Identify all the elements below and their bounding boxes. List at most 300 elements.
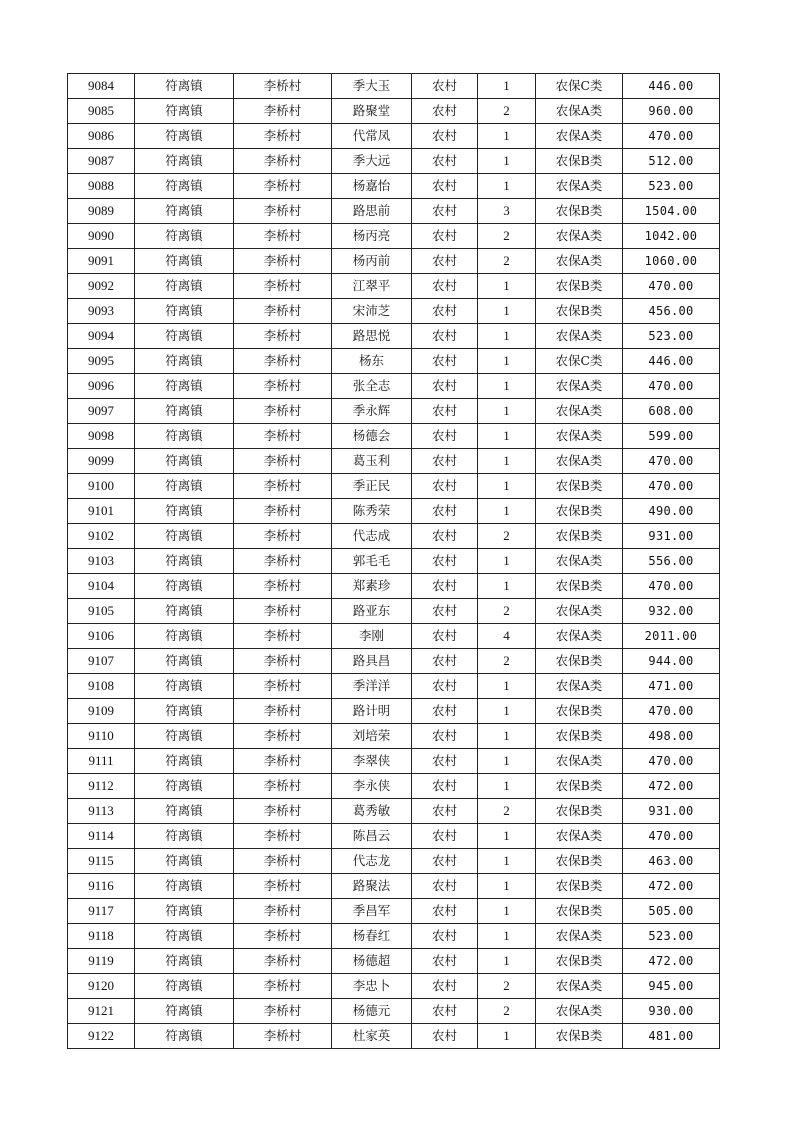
record-id-cell: 9096 [68, 374, 135, 399]
insurance-class-cell: 农保A类 [536, 749, 623, 774]
insurance-class-cell: 农保B类 [536, 649, 623, 674]
table-row [68, 874, 720, 899]
household-count-cell: 2 [478, 599, 536, 624]
table-row [68, 474, 720, 499]
amount-cell: 960.00 [623, 99, 720, 124]
village-cell: 李桥村 [234, 674, 332, 699]
town-cell: 符离镇 [135, 374, 234, 399]
area-type-cell: 农村 [412, 874, 478, 899]
record-id-cell: 9103 [68, 549, 135, 574]
record-id-cell: 9090 [68, 224, 135, 249]
amount-cell: 930.00 [623, 999, 720, 1024]
village-cell: 李桥村 [234, 549, 332, 574]
town-cell: 符离镇 [135, 524, 234, 549]
insurance-class-cell: 农保B类 [536, 949, 623, 974]
household-count-cell: 2 [478, 249, 536, 274]
record-id-cell: 9094 [68, 324, 135, 349]
town-cell: 符离镇 [135, 999, 234, 1024]
name-cell: 刘培荣 [332, 724, 412, 749]
area-type-cell: 农村 [412, 824, 478, 849]
area-type-cell: 农村 [412, 999, 478, 1024]
record-id-cell: 9091 [68, 249, 135, 274]
record-id-cell: 9114 [68, 824, 135, 849]
record-id-cell: 9112 [68, 774, 135, 799]
name-cell: 杨德元 [332, 999, 412, 1024]
insurance-class-cell: 农保A类 [536, 224, 623, 249]
name-cell: 陈昌云 [332, 824, 412, 849]
town-cell: 符离镇 [135, 1024, 234, 1049]
village-cell: 李桥村 [234, 524, 332, 549]
amount-cell: 446.00 [623, 74, 720, 99]
name-cell: 路聚法 [332, 874, 412, 899]
amount-cell: 599.00 [623, 424, 720, 449]
town-cell: 符离镇 [135, 774, 234, 799]
household-count-cell: 2 [478, 999, 536, 1024]
name-cell: 路思前 [332, 199, 412, 224]
record-id-cell: 9088 [68, 174, 135, 199]
village-cell: 李桥村 [234, 424, 332, 449]
insurance-class-cell: 农保A类 [536, 599, 623, 624]
household-count-cell: 1 [478, 1024, 536, 1049]
table-row [68, 699, 720, 724]
table-row [68, 124, 720, 149]
name-cell: 季永辉 [332, 399, 412, 424]
table-row [68, 574, 720, 599]
record-id-cell: 9101 [68, 499, 135, 524]
table-row [68, 149, 720, 174]
village-cell: 李桥村 [234, 99, 332, 124]
area-type-cell: 农村 [412, 399, 478, 424]
table-row [68, 349, 720, 374]
town-cell: 符离镇 [135, 849, 234, 874]
household-count-cell: 1 [478, 674, 536, 699]
village-cell: 李桥村 [234, 974, 332, 999]
table-row [68, 924, 720, 949]
record-id-cell: 9098 [68, 424, 135, 449]
name-cell: 杨丙亮 [332, 224, 412, 249]
town-cell: 符离镇 [135, 574, 234, 599]
household-count-cell: 1 [478, 849, 536, 874]
household-count-cell: 1 [478, 824, 536, 849]
household-count-cell: 2 [478, 224, 536, 249]
table-row [68, 974, 720, 999]
amount-cell: 470.00 [623, 374, 720, 399]
table-row [68, 799, 720, 824]
town-cell: 符离镇 [135, 224, 234, 249]
record-id-cell: 9117 [68, 899, 135, 924]
amount-cell: 470.00 [623, 124, 720, 149]
area-type-cell: 农村 [412, 649, 478, 674]
insurance-class-cell: 农保C类 [536, 349, 623, 374]
town-cell: 符离镇 [135, 924, 234, 949]
household-count-cell: 2 [478, 974, 536, 999]
name-cell: 葛秀敏 [332, 799, 412, 824]
town-cell: 符离镇 [135, 324, 234, 349]
area-type-cell: 农村 [412, 174, 478, 199]
name-cell: 李刚 [332, 624, 412, 649]
household-count-cell: 1 [478, 324, 536, 349]
name-cell: 杨德会 [332, 424, 412, 449]
insurance-class-cell: 农保A类 [536, 424, 623, 449]
area-type-cell: 农村 [412, 774, 478, 799]
area-type-cell: 农村 [412, 449, 478, 474]
village-cell: 李桥村 [234, 624, 332, 649]
village-cell: 李桥村 [234, 774, 332, 799]
household-count-cell: 2 [478, 524, 536, 549]
town-cell: 符离镇 [135, 199, 234, 224]
town-cell: 符离镇 [135, 824, 234, 849]
town-cell: 符离镇 [135, 449, 234, 474]
name-cell: 江翠平 [332, 274, 412, 299]
area-type-cell: 农村 [412, 699, 478, 724]
household-count-cell: 1 [478, 149, 536, 174]
village-cell: 李桥村 [234, 374, 332, 399]
amount-cell: 470.00 [623, 699, 720, 724]
household-count-cell: 1 [478, 349, 536, 374]
area-type-cell: 农村 [412, 949, 478, 974]
insurance-class-cell: 农保B类 [536, 299, 623, 324]
village-cell: 李桥村 [234, 74, 332, 99]
amount-cell: 2011.00 [623, 624, 720, 649]
household-count-cell: 1 [478, 924, 536, 949]
household-count-cell: 1 [478, 399, 536, 424]
table-row [68, 249, 720, 274]
record-id-cell: 9106 [68, 624, 135, 649]
village-cell: 李桥村 [234, 274, 332, 299]
amount-cell: 470.00 [623, 574, 720, 599]
area-type-cell: 农村 [412, 724, 478, 749]
name-cell: 陈秀荣 [332, 499, 412, 524]
village-cell: 李桥村 [234, 849, 332, 874]
insurance-class-cell: 农保A类 [536, 674, 623, 699]
town-cell: 符离镇 [135, 724, 234, 749]
area-type-cell: 农村 [412, 899, 478, 924]
insurance-class-cell: 农保B类 [536, 474, 623, 499]
insurance-class-cell: 农保B类 [536, 1024, 623, 1049]
name-cell: 代志成 [332, 524, 412, 549]
town-cell: 符离镇 [135, 124, 234, 149]
village-cell: 李桥村 [234, 299, 332, 324]
town-cell: 符离镇 [135, 599, 234, 624]
area-type-cell: 农村 [412, 549, 478, 574]
village-cell: 李桥村 [234, 924, 332, 949]
record-id-cell: 9115 [68, 849, 135, 874]
insurance-class-cell: 农保A类 [536, 624, 623, 649]
name-cell: 杨春红 [332, 924, 412, 949]
table-row [68, 599, 720, 624]
area-type-cell: 农村 [412, 349, 478, 374]
village-cell: 李桥村 [234, 249, 332, 274]
insurance-class-cell: 农保A类 [536, 999, 623, 1024]
insurance-class-cell: 农保B类 [536, 574, 623, 599]
table-row [68, 399, 720, 424]
area-type-cell: 农村 [412, 524, 478, 549]
name-cell: 郭毛毛 [332, 549, 412, 574]
household-count-cell: 1 [478, 749, 536, 774]
record-id-cell: 9121 [68, 999, 135, 1024]
area-type-cell: 农村 [412, 224, 478, 249]
village-cell: 李桥村 [234, 724, 332, 749]
household-count-cell: 1 [478, 474, 536, 499]
record-id-cell: 9119 [68, 949, 135, 974]
insurance-class-cell: 农保B类 [536, 499, 623, 524]
household-count-cell: 1 [478, 899, 536, 924]
amount-cell: 556.00 [623, 549, 720, 574]
amount-cell: 945.00 [623, 974, 720, 999]
name-cell: 张全志 [332, 374, 412, 399]
amount-cell: 472.00 [623, 874, 720, 899]
amount-cell: 608.00 [623, 399, 720, 424]
town-cell: 符离镇 [135, 949, 234, 974]
amount-cell: 1042.00 [623, 224, 720, 249]
table-row [68, 374, 720, 399]
amount-cell: 472.00 [623, 949, 720, 974]
table-row [68, 424, 720, 449]
insurance-class-cell: 农保B类 [536, 849, 623, 874]
table-row [68, 449, 720, 474]
record-id-cell: 9092 [68, 274, 135, 299]
village-cell: 李桥村 [234, 399, 332, 424]
village-cell: 李桥村 [234, 999, 332, 1024]
record-id-cell: 9093 [68, 299, 135, 324]
table-row [68, 549, 720, 574]
insurance-class-cell: 农保A类 [536, 974, 623, 999]
household-count-cell: 1 [478, 449, 536, 474]
amount-cell: 1060.00 [623, 249, 720, 274]
insurance-class-cell: 农保B类 [536, 699, 623, 724]
town-cell: 符离镇 [135, 74, 234, 99]
town-cell: 符离镇 [135, 899, 234, 924]
insurance-class-cell: 农保A类 [536, 99, 623, 124]
record-id-cell: 9118 [68, 924, 135, 949]
table-row [68, 649, 720, 674]
village-cell: 李桥村 [234, 124, 332, 149]
town-cell: 符离镇 [135, 174, 234, 199]
record-id-cell: 9084 [68, 74, 135, 99]
record-id-cell: 9097 [68, 399, 135, 424]
name-cell: 郑素珍 [332, 574, 412, 599]
amount-cell: 470.00 [623, 824, 720, 849]
table-row [68, 99, 720, 124]
village-cell: 李桥村 [234, 899, 332, 924]
amount-cell: 481.00 [623, 1024, 720, 1049]
record-id-cell: 9102 [68, 524, 135, 549]
name-cell: 宋沛芝 [332, 299, 412, 324]
household-count-cell: 1 [478, 949, 536, 974]
household-count-cell: 1 [478, 874, 536, 899]
amount-cell: 523.00 [623, 924, 720, 949]
table-row [68, 199, 720, 224]
insurance-class-cell: 农保B类 [536, 199, 623, 224]
record-id-cell: 9120 [68, 974, 135, 999]
name-cell: 代常凤 [332, 124, 412, 149]
area-type-cell: 农村 [412, 749, 478, 774]
town-cell: 符离镇 [135, 99, 234, 124]
village-cell: 李桥村 [234, 499, 332, 524]
area-type-cell: 农村 [412, 299, 478, 324]
household-count-cell: 1 [478, 274, 536, 299]
area-type-cell: 农村 [412, 149, 478, 174]
area-type-cell: 农村 [412, 424, 478, 449]
town-cell: 符离镇 [135, 674, 234, 699]
area-type-cell: 农村 [412, 274, 478, 299]
record-id-cell: 9085 [68, 99, 135, 124]
insurance-class-cell: 农保B类 [536, 899, 623, 924]
record-id-cell: 9116 [68, 874, 135, 899]
record-id-cell: 9089 [68, 199, 135, 224]
village-cell: 李桥村 [234, 449, 332, 474]
record-id-cell: 9105 [68, 599, 135, 624]
insurance-class-cell: 农保A类 [536, 174, 623, 199]
town-cell: 符离镇 [135, 874, 234, 899]
amount-cell: 470.00 [623, 449, 720, 474]
area-type-cell: 农村 [412, 474, 478, 499]
household-count-cell: 1 [478, 374, 536, 399]
record-id-cell: 9108 [68, 674, 135, 699]
amount-cell: 471.00 [623, 674, 720, 699]
household-count-cell: 1 [478, 124, 536, 149]
record-id-cell: 9099 [68, 449, 135, 474]
table-row [68, 824, 720, 849]
insurance-class-cell: 农保A类 [536, 399, 623, 424]
household-count-cell: 1 [478, 174, 536, 199]
village-cell: 李桥村 [234, 1024, 332, 1049]
town-cell: 符离镇 [135, 274, 234, 299]
table-row [68, 849, 720, 874]
household-count-cell: 1 [478, 574, 536, 599]
area-type-cell: 农村 [412, 199, 478, 224]
table-row [68, 224, 720, 249]
table-row [68, 999, 720, 1024]
household-count-cell: 2 [478, 799, 536, 824]
name-cell: 季大玉 [332, 74, 412, 99]
name-cell: 杨嘉怡 [332, 174, 412, 199]
record-id-cell: 9087 [68, 149, 135, 174]
village-cell: 李桥村 [234, 599, 332, 624]
table-row [68, 724, 720, 749]
amount-cell: 931.00 [623, 524, 720, 549]
table-row [68, 749, 720, 774]
table-row [68, 324, 720, 349]
table-row [68, 674, 720, 699]
table-row [68, 174, 720, 199]
town-cell: 符离镇 [135, 649, 234, 674]
village-cell: 李桥村 [234, 649, 332, 674]
name-cell: 杜家英 [332, 1024, 412, 1049]
name-cell: 季正民 [332, 474, 412, 499]
name-cell: 季昌军 [332, 899, 412, 924]
amount-cell: 932.00 [623, 599, 720, 624]
amount-cell: 470.00 [623, 474, 720, 499]
amount-cell: 446.00 [623, 349, 720, 374]
village-cell: 李桥村 [234, 574, 332, 599]
amount-cell: 512.00 [623, 149, 720, 174]
amount-cell: 498.00 [623, 724, 720, 749]
area-type-cell: 农村 [412, 74, 478, 99]
village-cell: 李桥村 [234, 174, 332, 199]
name-cell: 李翠侠 [332, 749, 412, 774]
town-cell: 符离镇 [135, 299, 234, 324]
record-id-cell: 9122 [68, 1024, 135, 1049]
area-type-cell: 农村 [412, 574, 478, 599]
area-type-cell: 农村 [412, 249, 478, 274]
village-cell: 李桥村 [234, 824, 332, 849]
area-type-cell: 农村 [412, 499, 478, 524]
table-row [68, 299, 720, 324]
table-row [68, 949, 720, 974]
name-cell: 代志龙 [332, 849, 412, 874]
amount-cell: 470.00 [623, 749, 720, 774]
area-type-cell: 农村 [412, 1024, 478, 1049]
village-cell: 李桥村 [234, 349, 332, 374]
name-cell: 葛玉利 [332, 449, 412, 474]
insurance-class-cell: 农保A类 [536, 374, 623, 399]
name-cell: 路亚东 [332, 599, 412, 624]
household-count-cell: 1 [478, 74, 536, 99]
table-row [68, 624, 720, 649]
insurance-class-cell: 农保B类 [536, 149, 623, 174]
insurance-class-cell: 农保B类 [536, 724, 623, 749]
insurance-class-cell: 农保A类 [536, 324, 623, 349]
name-cell: 李永侠 [332, 774, 412, 799]
area-type-cell: 农村 [412, 974, 478, 999]
amount-cell: 472.00 [623, 774, 720, 799]
insurance-class-cell: 农保A类 [536, 449, 623, 474]
town-cell: 符离镇 [135, 349, 234, 374]
insurance-class-cell: 农保A类 [536, 124, 623, 149]
village-cell: 李桥村 [234, 749, 332, 774]
name-cell: 李忠卜 [332, 974, 412, 999]
town-cell: 符离镇 [135, 249, 234, 274]
record-id-cell: 9095 [68, 349, 135, 374]
amount-cell: 490.00 [623, 499, 720, 524]
town-cell: 符离镇 [135, 474, 234, 499]
town-cell: 符离镇 [135, 749, 234, 774]
amount-cell: 944.00 [623, 649, 720, 674]
record-id-cell: 9109 [68, 699, 135, 724]
insurance-class-cell: 农保A类 [536, 249, 623, 274]
village-cell: 李桥村 [234, 874, 332, 899]
name-cell: 季大远 [332, 149, 412, 174]
town-cell: 符离镇 [135, 424, 234, 449]
town-cell: 符离镇 [135, 799, 234, 824]
name-cell: 杨德超 [332, 949, 412, 974]
household-count-cell: 1 [478, 499, 536, 524]
record-id-cell: 9100 [68, 474, 135, 499]
household-count-cell: 1 [478, 299, 536, 324]
amount-cell: 523.00 [623, 174, 720, 199]
household-count-cell: 2 [478, 649, 536, 674]
household-count-cell: 1 [478, 774, 536, 799]
area-type-cell: 农村 [412, 674, 478, 699]
household-count-cell: 1 [478, 424, 536, 449]
table-row [68, 899, 720, 924]
village-cell: 李桥村 [234, 199, 332, 224]
area-type-cell: 农村 [412, 849, 478, 874]
amount-cell: 523.00 [623, 324, 720, 349]
amount-cell: 456.00 [623, 299, 720, 324]
village-cell: 李桥村 [234, 949, 332, 974]
household-count-cell: 3 [478, 199, 536, 224]
area-type-cell: 农村 [412, 374, 478, 399]
area-type-cell: 农村 [412, 124, 478, 149]
table-row [68, 524, 720, 549]
area-type-cell: 农村 [412, 924, 478, 949]
village-cell: 李桥村 [234, 799, 332, 824]
town-cell: 符离镇 [135, 149, 234, 174]
village-cell: 李桥村 [234, 699, 332, 724]
record-id-cell: 9107 [68, 649, 135, 674]
